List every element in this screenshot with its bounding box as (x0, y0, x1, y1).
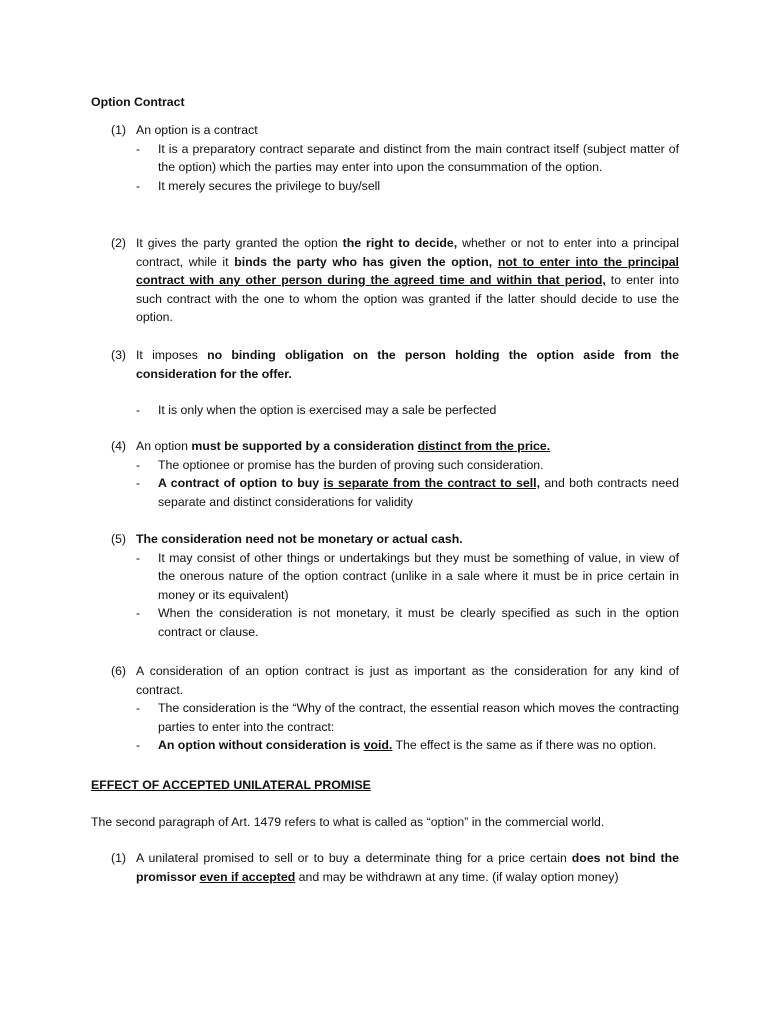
item-text (136, 662, 679, 699)
text-run: distinct from the price. (417, 439, 551, 453)
bullet-point (136, 699, 679, 736)
item-body (136, 234, 679, 327)
dash-marker: - (136, 141, 141, 156)
bullet-point (136, 177, 679, 196)
text-run: the right to decide, (342, 236, 458, 250)
text-run: A contract of option to buy (158, 476, 324, 491)
bullet-point (136, 401, 679, 420)
text-run: even if accepted (199, 869, 296, 884)
item-text (136, 849, 679, 886)
bullet-point (136, 549, 679, 605)
text-run: An option (136, 439, 192, 453)
text-run: It is a preparatory contract separate and distinct from the main contract itself (subject matter of the option) which the parties may enter into upon the consummation of the option. (158, 141, 679, 175)
bullet-text (158, 606, 679, 639)
item-number: (1) (111, 851, 127, 865)
item-number: (4) (111, 439, 127, 453)
item-text (136, 121, 679, 140)
item-number: (1) (111, 123, 127, 137)
dash-marker: - (136, 403, 141, 418)
bullet-point (136, 736, 679, 755)
text-run: An option is a contract (136, 123, 258, 137)
bullet-point (136, 140, 679, 177)
bullet-point (136, 604, 679, 641)
dash-marker: - (136, 701, 141, 716)
text-run: A unilateral promised to sell or to buy a determinate thing for a price certain (136, 851, 572, 865)
item-number: (5) (111, 532, 127, 546)
item-text (136, 346, 679, 383)
text-run: no binding obligation on the person holding the option aside from the consideration for the offer. (136, 348, 679, 381)
item-text (136, 437, 679, 456)
bullet-text (158, 476, 679, 509)
list-item-2 (91, 234, 679, 327)
bullet-text (158, 179, 380, 193)
list-item-6 (91, 662, 679, 755)
text-run: It merely secures the privilege to buy/sell (158, 178, 381, 193)
text-run: The optionee or promise has the burden of proving such consideration. (158, 457, 544, 472)
bullet-text (158, 458, 544, 472)
bullet-text (158, 701, 679, 734)
bullet-point (136, 474, 679, 511)
text-run: to enter into such contract with the one to whom the option was granted if the latter should decide to use the option. (136, 273, 679, 325)
text-run: It may consist of other things or undertakings but they must be something of value, in view of the onerous nature of the option contract (unlike in a sale where it must be in price certain in money or its equivalent) (158, 550, 679, 602)
item-body (136, 662, 679, 755)
text-run: and both contracts need separate and distinct considerations for validity (158, 476, 679, 509)
item-body (136, 121, 679, 195)
dash-marker: - (136, 178, 141, 193)
item-number: (6) (111, 664, 127, 678)
list-item-5 (91, 530, 679, 642)
section-heading: EFFECT OF ACCEPTED UNILATERAL PROMISE (91, 778, 371, 792)
item-body (136, 530, 679, 642)
text-run: It is only when the option is exercised may a sale be perfected (158, 403, 497, 418)
item-body (136, 437, 679, 511)
bullet-point (136, 456, 679, 475)
dash-marker: - (136, 457, 141, 472)
text-run: must be supported by a consideration (191, 439, 415, 453)
page-title: Option Contract (91, 95, 185, 109)
text-run: An option without consideration is (158, 738, 364, 753)
text-run: The effect is the same as if there was no option. (392, 738, 657, 753)
dash-marker: - (136, 606, 141, 621)
item-number: (2) (111, 236, 127, 250)
item-text (136, 530, 679, 549)
list-item-1 (91, 121, 679, 195)
bullet-text (158, 738, 656, 752)
text-run: whether or not to enter into a principal contract, while it (136, 236, 679, 269)
item-body (136, 849, 679, 886)
item-number: (3) (111, 348, 127, 362)
dash-marker: - (136, 476, 141, 491)
text-run: A consideration of an option contract is just as important as the consideration for any kind of contract. (136, 664, 679, 697)
dash-marker: - (136, 738, 141, 753)
bullet-text (158, 551, 679, 602)
dash-marker: - (136, 550, 141, 565)
list-item-4 (91, 437, 679, 511)
text-run: When the consideration is not monetary, it must be clearly specified as such in the option contract or clause. (158, 606, 679, 639)
text-run: binds the party who has given the option, (234, 254, 493, 269)
intro-paragraph: The second paragraph of Art. 1479 refers to what is called as “option” in the commercial world. (91, 815, 605, 829)
item-body (136, 346, 679, 420)
bullet-text (158, 403, 496, 417)
spacer (136, 383, 679, 401)
text-run: It gives the party granted the option (136, 236, 343, 250)
text-run: It imposes (136, 348, 208, 362)
text-run: The consideration need not be monetary or actual cash. (136, 532, 463, 546)
text-run: is separate from the contract to sell, (323, 476, 541, 491)
text-run: and may be withdrawn at any time. (if walay option money) (295, 869, 619, 884)
text-run: The consideration is the “Why of the contract, the essential reason which moves the contracting parties to enter into the contract: (158, 701, 679, 734)
text-run: not to enter into the principal contract with any other person during the agreed time and within that period, (136, 254, 679, 288)
text-run: does not bind the promissor (136, 851, 679, 884)
text-run: void. (363, 738, 393, 753)
item-text (136, 234, 679, 327)
list-item-3 (91, 346, 679, 420)
bullet-text (158, 142, 679, 175)
section2-list-item-1 (91, 849, 679, 886)
